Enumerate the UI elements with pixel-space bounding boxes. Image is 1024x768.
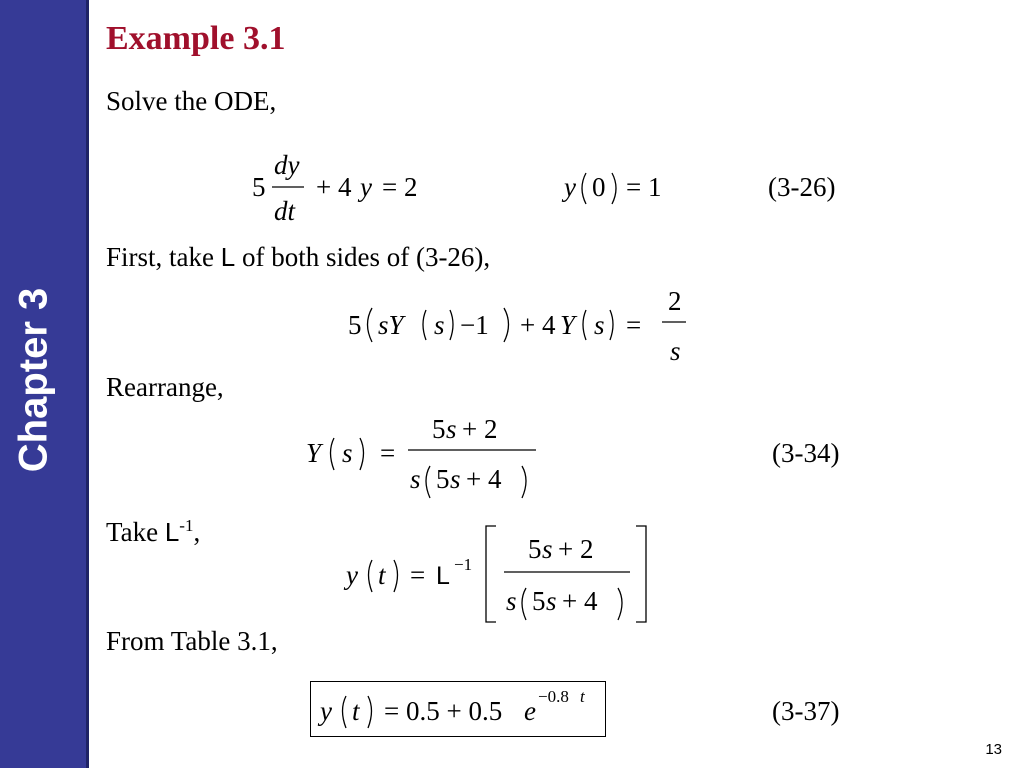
- svg-text:0: 0: [592, 172, 606, 202]
- equation-number-3-37: (3-37): [772, 696, 840, 726]
- svg-text:y: y: [320, 696, 332, 726]
- svg-text:5: 5: [252, 172, 266, 202]
- svg-text:s: s: [546, 586, 557, 616]
- slide-title: Example 3.1: [106, 20, 286, 57]
- sidebar-divider: [86, 0, 89, 768]
- text-rearrange: Rearrange,: [106, 372, 224, 402]
- first-tail-text: of both sides of (3-26),: [241, 242, 491, 272]
- svg-text:s: s: [342, 438, 353, 468]
- equation-number-3-34: (3-34): [772, 438, 840, 468]
- svg-text:y: y: [564, 172, 576, 202]
- text-first: [106, 242, 490, 273]
- svg-text:= 2: = 2: [382, 172, 418, 202]
- svg-text:5: 5: [532, 586, 546, 616]
- svg-text:t: t: [378, 560, 386, 590]
- inverse-exponent: -1: [179, 516, 194, 535]
- svg-text:5: 5: [528, 534, 542, 564]
- inverse-laplace-equation: [340, 520, 660, 628]
- svg-text:s: s: [670, 336, 681, 366]
- svg-text:e: e: [524, 696, 536, 726]
- svg-text:dy: dy: [274, 150, 300, 180]
- svg-text:dt: dt: [274, 196, 296, 226]
- svg-text:−1: −1: [460, 310, 489, 340]
- svg-text:sY: sY: [378, 310, 404, 340]
- svg-text:5: 5: [432, 414, 446, 444]
- svg-text:=: =: [380, 438, 396, 468]
- svg-text:+ 4: + 4: [316, 172, 352, 202]
- svg-text:Y: Y: [560, 310, 576, 340]
- svg-text:y: y: [346, 560, 358, 590]
- svg-text:t: t: [352, 696, 360, 726]
- svg-text:s: s: [506, 586, 517, 616]
- svg-text:s: s: [450, 464, 461, 494]
- take-text: Take: [106, 517, 159, 547]
- svg-text:=: =: [626, 310, 642, 340]
- text-solve: Solve the ODE,: [106, 86, 277, 116]
- svg-text:+ 2: + 2: [462, 414, 498, 444]
- svg-text:+ 2: + 2: [558, 534, 594, 564]
- svg-text:5: 5: [348, 310, 362, 340]
- svg-text:+ 4: + 4: [466, 464, 502, 494]
- laplace-symbol: L: [220, 242, 236, 272]
- svg-text:−0.8: −0.8: [538, 687, 569, 706]
- text-from-table: From Table 3.1,: [106, 626, 278, 656]
- svg-text:s: s: [434, 310, 445, 340]
- svg-text:5: 5: [436, 464, 450, 494]
- svg-text:= 0.5 + 0.5: = 0.5 + 0.5: [384, 696, 503, 726]
- svg-text:2: 2: [668, 286, 682, 316]
- text-take: [106, 516, 200, 548]
- svg-text:= 1: = 1: [626, 172, 662, 202]
- svg-text:t: t: [580, 687, 585, 706]
- page-number: 13: [985, 741, 1002, 758]
- svg-text:s: s: [446, 414, 457, 444]
- svg-text:s: s: [410, 464, 421, 494]
- svg-text:−1: −1: [454, 555, 473, 574]
- first-text: First, take: [106, 242, 214, 272]
- ode-equation: [240, 140, 700, 230]
- svg-text:s: s: [594, 310, 605, 340]
- rearranged-equation: [300, 410, 560, 500]
- take-tail-text: ,: [193, 517, 201, 547]
- svg-text:L: L: [436, 562, 450, 590]
- laplace-transformed-equation: [340, 282, 700, 368]
- svg-text:s: s: [542, 534, 553, 564]
- solution-equation: [314, 682, 604, 734]
- svg-text:=: =: [410, 560, 426, 590]
- svg-text:+ 4: + 4: [562, 586, 598, 616]
- equation-number-3-26: (3-26): [768, 172, 836, 202]
- laplace-symbol: L: [164, 517, 180, 547]
- svg-text:y: y: [360, 172, 372, 202]
- svg-text:+ 4: + 4: [520, 310, 556, 340]
- svg-text:Y: Y: [306, 438, 322, 468]
- chapter-label: Chapter 3: [11, 287, 56, 473]
